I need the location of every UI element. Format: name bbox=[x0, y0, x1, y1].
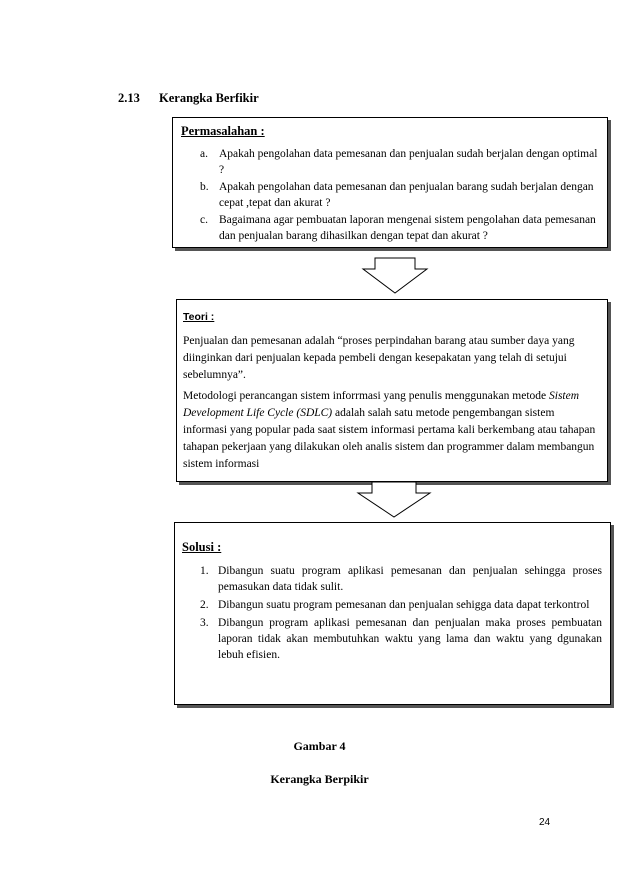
page-number: 24 bbox=[539, 817, 551, 828]
teori-box bbox=[176, 299, 608, 482]
list-item: b. Apakah pengolahan data pemesanan dan penjualan barang sudah berjalan dengan cepat ,tepat dan akurat ? bbox=[200, 181, 594, 209]
figure-caption-title: Kerangka Berpikir bbox=[270, 772, 369, 786]
solusi-list bbox=[182, 563, 602, 663]
sdlc-italic: Sistem Development Life Cycle (SDLC) bbox=[183, 390, 580, 419]
list-item: 1. Dibangun suatu program aplikasi pemesanan dan penjualan sehingga proses pemasukan data tidak sulit. bbox=[200, 565, 602, 593]
down-arrow-icon bbox=[356, 481, 432, 519]
permasalahan-box bbox=[172, 117, 608, 248]
permasalahan-title: Permasalahan : bbox=[181, 124, 265, 138]
down-arrow-icon bbox=[361, 257, 429, 295]
list-item: a. Apakah pengolahan data pemesanan dan penjualan sudah berjalan dengan optimal ? bbox=[200, 148, 598, 176]
teori-title: Teori : bbox=[183, 311, 215, 323]
solusi-title: Solusi : bbox=[182, 540, 222, 554]
section-number: 2.13 bbox=[118, 91, 140, 105]
solusi-box bbox=[174, 522, 611, 705]
list-item: c. Bagaimana agar pembuatan laporan mengenai sistem pengolahan data pemesanan dan penjualan barang dihasilkan dengan tepat dan akurat ? bbox=[200, 214, 596, 242]
section-title: Kerangka Berfikir bbox=[159, 91, 259, 105]
section-heading bbox=[118, 91, 259, 106]
list-item: 2. Dibangun suatu program pemesanan dan penjualan sehigga data dapat terkontrol bbox=[200, 599, 590, 611]
teori-paragraph-2: Metodologi perancangan sistem inforrmasi yang penulis menggunakan metode Sistem Development Life Cycle (SDLC) adalah salah satu metode pengembangan sistem informasi yang popular pada saat sistem informasi pertama kali berkembang atau tahapan tahapan pekerjaan yang dilakukan oleh analis sistem dan programmer dalam membangun sistem informasi bbox=[183, 390, 596, 470]
figure-caption-number: Gambar 4 bbox=[293, 739, 346, 753]
permasalahan-list bbox=[181, 147, 599, 244]
teori-paragraph-1: Penjualan dan pemesanan adalah “proses perpindahan barang atau sumber daya yang diinginkan dari penjualan kepada pembeli dengan kesepakatan yang telah di setujui sebelumnya”. bbox=[183, 335, 575, 381]
list-item: 3. Dibangun program aplikasi pemesanan dan penjualan maka proses pembuatan laporan tidak akan membutuhkan waktu yang lama dan waktu yang dgunakan lebuh efisien. bbox=[200, 617, 602, 661]
